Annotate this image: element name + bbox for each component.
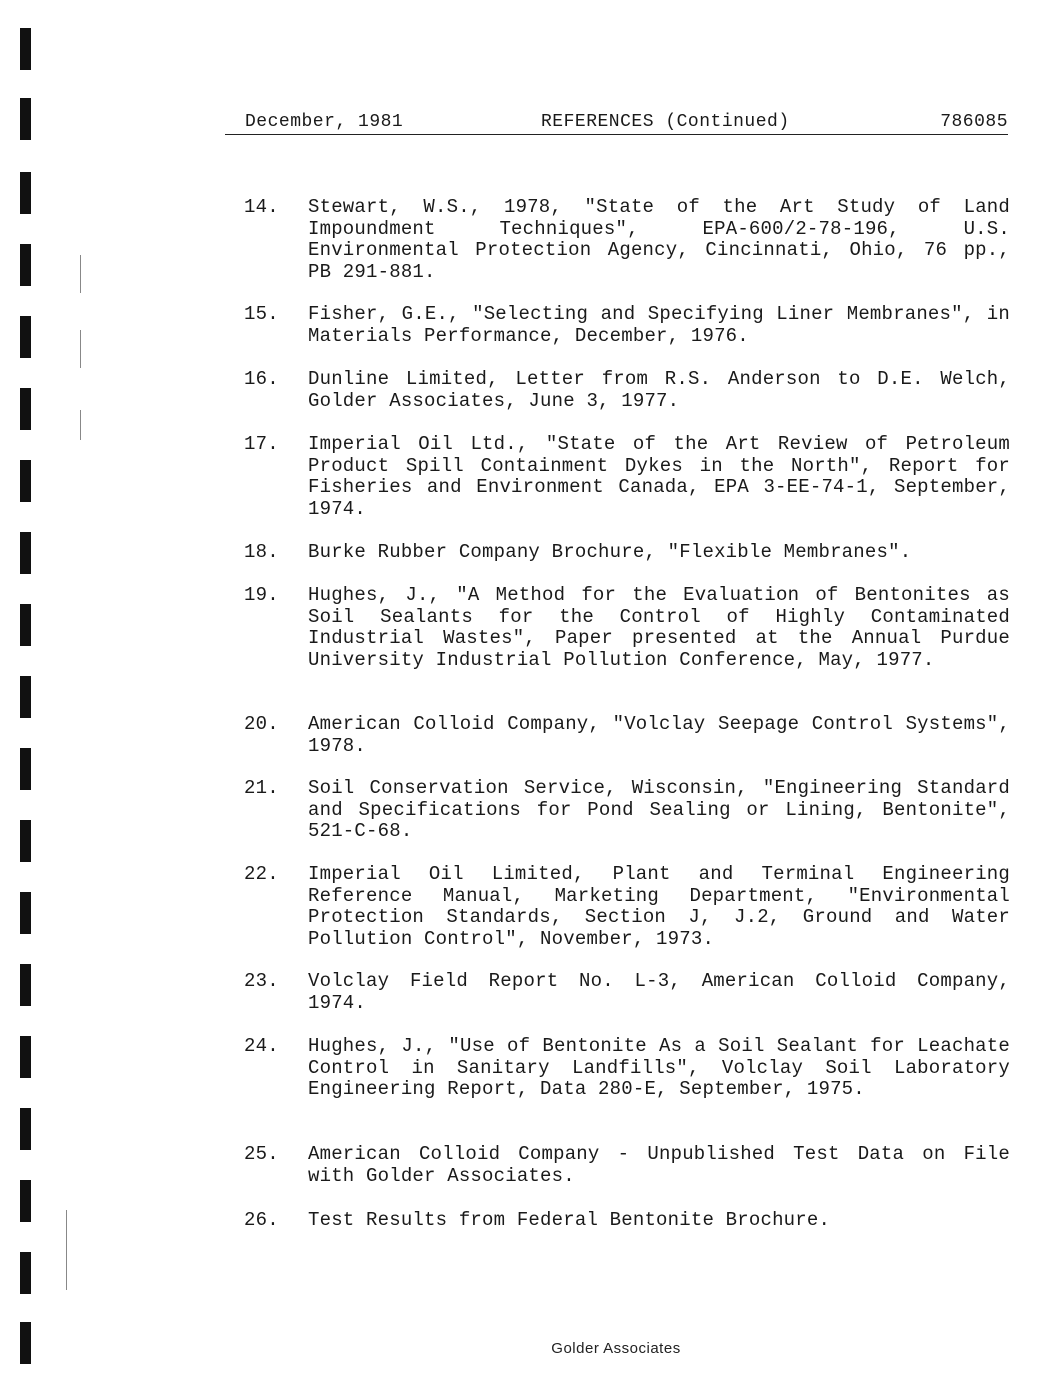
binder-mark: [20, 28, 31, 70]
binder-mark: [20, 388, 31, 430]
reference-text: Test Results from Federal Bentonite Brochure.: [308, 1209, 831, 1231]
binder-mark: [20, 1108, 31, 1150]
reference-number: 23.: [244, 970, 279, 992]
reference-text: Soil Conservation Service, Wisconsin, "Engineering Standard and Specifications for Pond Sealing or Lining, Bentonite", 521-C-68.: [308, 777, 1010, 842]
reference-number: 19.: [244, 584, 279, 606]
reference-number: 22.: [244, 863, 279, 885]
reference-number: 25.: [244, 1143, 279, 1165]
scan-artifact: [80, 255, 81, 293]
reference-item: [244, 1210, 1010, 1232]
reference-item: [244, 304, 1010, 347]
reference-number: 16.: [244, 368, 279, 390]
footer-company: Golder Associates: [551, 1340, 681, 1357]
reference-item: [244, 778, 1010, 843]
reference-text: Stewart, W.S., 1978, "State of the Art Study of Land Impoundment Techniques", EPA-600/2-78-196, U.S. Environmental Protection Agency, Cincinnati, Ohio, 76 pp., PB 291-881.: [308, 196, 1010, 283]
binder-mark: [20, 1036, 31, 1078]
binder-mark: [20, 964, 31, 1006]
binder-mark: [20, 316, 31, 358]
binder-mark: [20, 532, 31, 574]
reference-item: [244, 1144, 1010, 1187]
binder-mark: [20, 172, 31, 214]
reference-item: [244, 197, 1010, 283]
binder-mark: [20, 244, 31, 286]
binder-mark: [20, 820, 31, 862]
binder-mark: [20, 676, 31, 718]
binder-mark: [20, 748, 31, 790]
scan-artifact: [66, 1210, 67, 1290]
reference-text: Fisher, G.E., "Selecting and Specifying Liner Membranes", in Materials Performance, December, 1976.: [308, 303, 1010, 347]
reference-item: [244, 864, 1010, 950]
reference-item: [244, 971, 1010, 1014]
reference-number: 20.: [244, 713, 279, 735]
binder-mark: [20, 1180, 31, 1222]
reference-number: 21.: [244, 777, 279, 799]
scan-artifact: [80, 330, 81, 368]
binder-mark: [20, 460, 31, 502]
scan-artifact: [80, 410, 81, 440]
reference-item: [244, 585, 1010, 671]
reference-text: Hughes, J., "Use of Bentonite As a Soil Sealant for Leachate Control in Sanitary Landfills", Volclay Soil Laboratory Engineering Report, Data 280-E, September, 1975.: [308, 1035, 1010, 1100]
reference-text: Hughes, J., "A Method for the Evaluation of Bentonites as Soil Sealants for the Control of Highly Contaminated Industrial Wastes", Paper presented at the Annual Purdue University Industrial Pollution Conference, May, 1977.: [308, 584, 1010, 671]
binder-mark: [20, 604, 31, 646]
binder-hole-marks: [0, 0, 60, 1380]
reference-item: [244, 714, 1010, 757]
reference-number: 18.: [244, 541, 279, 563]
reference-text: Imperial Oil Ltd., "State of the Art Review of Petroleum Product Spill Containment Dykes in the North", Report for Fisheries and Environment Canada, EPA 3-EE-74-1, September, 1974.: [308, 433, 1010, 520]
reference-number: 14.: [244, 196, 279, 218]
header-date: December, 1981: [245, 112, 404, 132]
reference-item: [244, 1036, 1010, 1101]
reference-item: [244, 369, 1010, 412]
reference-item: [244, 434, 1010, 520]
header-title: REFERENCES (Continued): [541, 112, 790, 132]
reference-number: 24.: [244, 1035, 279, 1057]
header-doc-number: 786085: [940, 112, 1008, 132]
reference-number: 15.: [244, 303, 279, 325]
reference-text: Burke Rubber Company Brochure, "Flexible Membranes".: [308, 541, 912, 563]
binder-mark: [20, 98, 31, 140]
page-header: [225, 112, 1008, 135]
binder-mark: [20, 1252, 31, 1294]
reference-text: American Colloid Company - Unpublished Test Data on File with Golder Associates.: [308, 1143, 1010, 1187]
binder-mark: [20, 892, 31, 934]
reference-text: Imperial Oil Limited, Plant and Terminal Engineering Reference Manual, Marketing Department, "Environmental Protection Standards, Section J, J.2, Ground and Water Pollution Control", November, 1973.: [308, 863, 1010, 950]
reference-number: 17.: [244, 433, 279, 455]
reference-number: 26.: [244, 1209, 279, 1231]
reference-text: American Colloid Company, "Volclay Seepage Control Systems", 1978.: [308, 713, 1010, 757]
reference-item: [244, 542, 1010, 564]
reference-text: Dunline Limited, Letter from R.S. Anderson to D.E. Welch, Golder Associates, June 3, 1977.: [308, 368, 1010, 412]
reference-text: Volclay Field Report No. L-3, American Colloid Company, 1974.: [308, 970, 1010, 1014]
